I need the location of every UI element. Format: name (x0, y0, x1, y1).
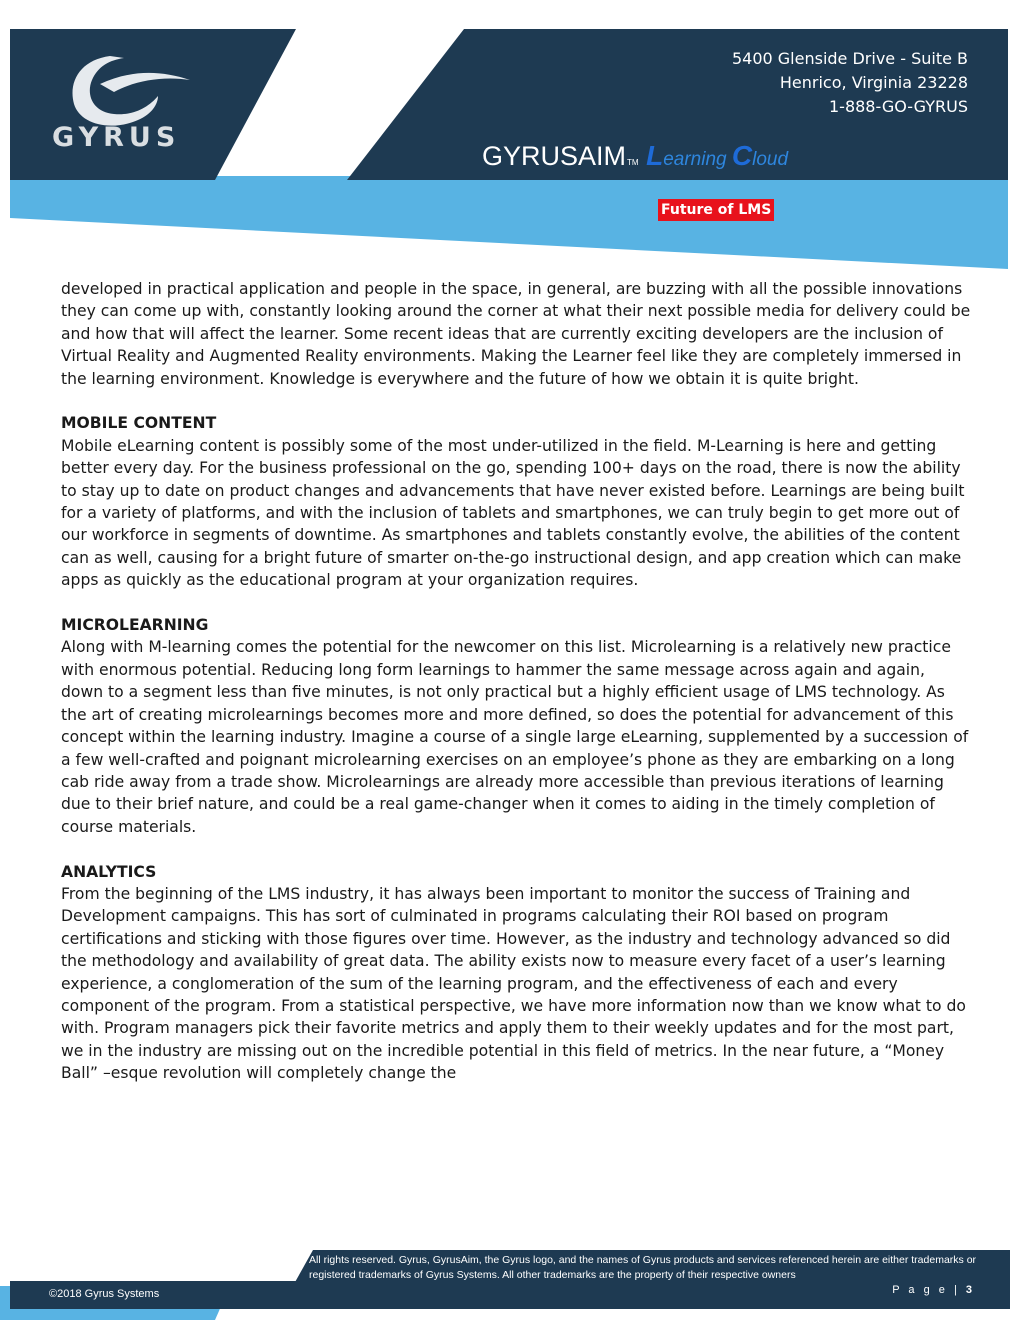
section-heading: MOBILE CONTENT (61, 414, 217, 433)
product-learning-initial: L (646, 140, 664, 171)
logo-text: GYRUS (52, 122, 181, 153)
page-number: 3 (965, 1284, 972, 1296)
document-body (61, 278, 971, 1085)
page-label: P a g e | (892, 1284, 960, 1296)
section-paragraph: Mobile eLearning content is possibly some of the most under-utilized in the field. M-Learning is here and getting better every day. For the business professional on the go, spending 100+ days on the road, there is now the ability to stay up to date on product changes and advancements that have never existed before. Learnings are being built for a variety of platforms, and with the inclusion of tablets and smartphones, we can truly begin to get more out of our workforce in segments of downtime. As smartphones and tablets constantly evolve, the abilities of the content can as well, causing for a bright future of smarter on-the-go instructional design, and app creation which can make apps as quickly as the educational program at your organization requires. (61, 436, 965, 590)
section-paragraph: From the beginning of the LMS industry, it has always been important to monitor the success of Training and Development campaigns. This has sort of culminated in programs calculating their ROI based on program certifications and sticking with those figures over time. However, as the industry and technology advanced so did the methodology and availability of great data. The ability exists now to measure every facet of a user’s learning experience, a conglomeration of the sum of the learning program, and the effectiveness of each and every component of the program. From a statistical perspective, we have more information now than we know what to do with. Program managers pick their favorite metrics and apply them to their weekly updates and for the most part, we in the industry are missing out on the incredible potential in this field of metrics. In the near future, a “Money Ball” –esque revolution will completely change the (61, 884, 966, 1083)
product-learning-rest: earning (663, 149, 732, 170)
intro-paragraph: developed in practical application and people in the space, in general, are buzzing with all the possible innovations they can come up with, constantly looking around the corner at what their next possible media for delivery could be and how that will affect the learner. Some recent ideas that are currently exciting developers are the inclusion of Virtual Reality and Augmented Reality environments. Making the Learner feel like they are completely immersed in the learning environment. Knowledge is everywhere and the future of how we obtain it is quite bright. (61, 280, 971, 388)
page-indicator (892, 1284, 972, 1296)
copyright-text: ©2018 Gyrus Systems (49, 1288, 160, 1300)
header-sky-band (10, 176, 1008, 269)
tagline-badge: Future of LMS (658, 199, 774, 221)
product-cloud-rest: loud (752, 149, 789, 170)
phone-number: 1-888-GO-GYRUS (828, 97, 968, 116)
product-cloud-initial: C (731, 140, 753, 171)
product-name: GYRUSAIM (482, 141, 627, 171)
company-address (732, 47, 968, 119)
rights-notice: All rights reserved. Gyrus, GyrusAim, the Gyrus logo, and the names of Gyrus products and services referenced herein are either trademarks or registered trademarks of Gyrus Systems. All other trademarks are the property of their respective owners (309, 1254, 977, 1281)
address-line: Henrico, Virginia 23228 (779, 73, 968, 92)
section-paragraph: Along with M-learning comes the potential for the newcomer on this list. Microlearning is a relatively new practice with enormous potential. Reducing long form learnings to hammer the same message across again and again, down to a segment less than five minutes, is not only practical but a highly efficient usage of LMS technology. As the art of creating microlearnings becomes more and more defined, so does the potential for advancement of this concept within the learning industry. Imagine a course of a single large eLearning, supplemented by a succession of a few well-crafted and poignant microlearning exercises on an employee’s phone as they are embarking on a long cab ride away from a trade show. Microlearnings are already more accessible than previous iterations of learning due to their brief nature, and could be a real game-changer when it comes to aiding in the timely completion of course materials. (61, 638, 969, 836)
section-heading: MICROLEARNING (61, 616, 209, 635)
product-title (482, 140, 788, 172)
section-heading: ANALYTICS (61, 862, 157, 881)
address-line: 5400 Glenside Drive - Suite B (731, 49, 968, 68)
trademark-mark: TM (627, 158, 639, 167)
